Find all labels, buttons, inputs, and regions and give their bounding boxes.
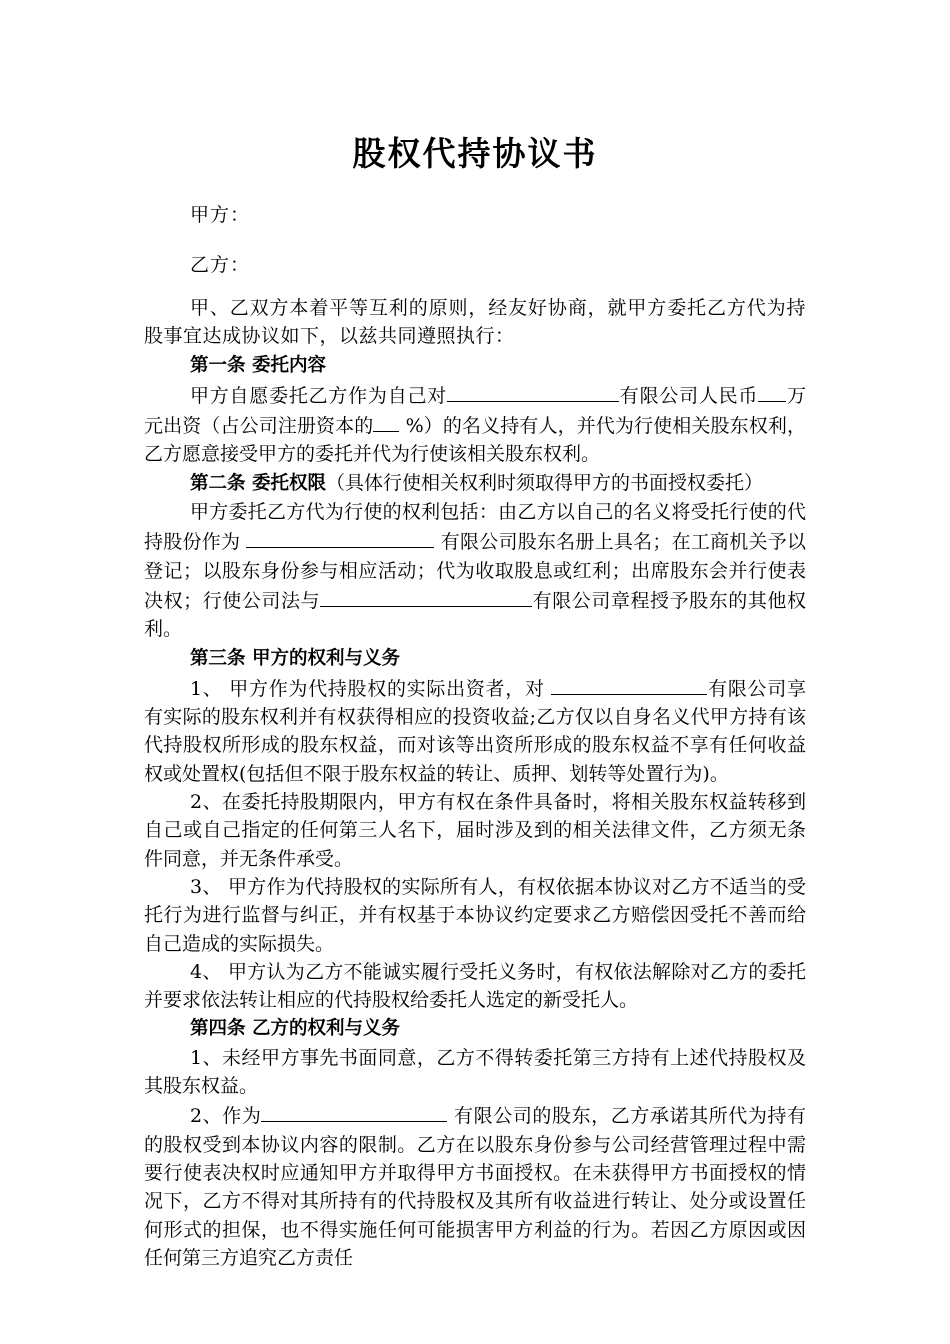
intro-paragraph: 甲、乙双方本着平等互利的原则，经友好协商，就甲方委托乙方代为持股事宜达成协议如下，以兹共同遵照执行： <box>144 297 806 348</box>
text: 1、 甲方作为代持股权的实际出资者，对 <box>190 677 552 700</box>
article-3-heading <box>144 644 806 673</box>
text: 2、作为 <box>190 1105 262 1128</box>
document-title: 股权代持协议书 <box>352 134 598 173</box>
text: 甲方自愿委托乙方作为自己对 <box>190 384 448 407</box>
capital-amount-blank <box>758 380 786 402</box>
article-4-title: 第四条 乙方的权利与义务 <box>190 1018 400 1040</box>
party-a-label: 甲方： <box>190 204 251 226</box>
article-2-heading <box>144 469 806 498</box>
text: 万元出资（占公司注册资本的 <box>144 384 806 438</box>
article-2-title: 第二条 委托权限 <box>190 472 326 494</box>
article-1-paragraph <box>144 380 806 469</box>
party-b-label: 乙方： <box>190 254 251 276</box>
article-3-item-2: 2、在委托持股期限内，甲方有权在条件具备时，将相关股东权益转移到自己或自己指定的任何第三人名下，届时涉及到的相关法律文件，乙方须无条件同意，并无条件承受。 <box>144 791 806 870</box>
company-name-blank <box>261 1100 447 1122</box>
text: %）的名义持有人，并代为行使相关股东权利，乙方愿意接受甲方的委托并代为行使该相关股东权利。 <box>144 415 806 466</box>
article-2-paragraph <box>144 498 806 643</box>
text: 有限公司章程授予股东的其他权利。 <box>144 589 806 641</box>
article-4-item-2 <box>144 1100 806 1272</box>
article-1-heading <box>144 351 806 380</box>
document-body <box>144 294 806 1272</box>
article-4-item-1: 1、未经甲方事先书面同意，乙方不得转委托第三方持有上述代持股权及其股东权益。 <box>144 1046 806 1098</box>
company-name-blank <box>320 585 532 607</box>
article-1-title: 第一条 委托内容 <box>190 354 326 376</box>
text: 有限公司的股东，乙方承诺其所代为持有的股权受到本协议内容的限制。乙方在以股东身份参与公司经营管理过程中需要行使表决权时应通知甲方并取得甲方书面授权。在未获得甲方书面授权的情况下，乙方不得对其所持有的代持股权及其所有收益进行转让、处分或设置任何形式的担保，也不得实施任何可能损害甲方利益的行为。若因乙方原因或因任何第三方追究乙方责任 <box>144 1105 806 1269</box>
company-name-blank <box>551 673 707 695</box>
company-name-blank <box>246 526 434 548</box>
article-3-item-1 <box>144 673 806 788</box>
article-3-item-3: 3、 甲方作为代持股权的实际所有人，有权依据本协议对乙方不适当的受托行为进行监督与纠正，并有权基于本协议约定要求乙方赔偿因受托不善而给自己造成的实际损失。 <box>144 875 806 955</box>
article-4-heading <box>144 1014 806 1043</box>
company-name-blank <box>447 380 619 402</box>
text: 甲方委托乙方代为行使的权利包括：由乙方以自己的名义将受托行使的代持股份作为 <box>144 501 806 554</box>
article-3-item-4: 4、 甲方认为乙方不能诚实履行受托义务时，有权依法解除对乙方的委托并要求依法转让相应的代持股权给委托人选定的新受托人。 <box>144 960 806 1012</box>
text: 有限公司股东名册上具名；在工商机关予以登记；以股东身份参与相应活动；代为收取股息或红利；出席股东会并行使表决权；行使公司法与 <box>144 531 806 612</box>
share-percent-blank <box>373 410 399 432</box>
article-2-note: （具体行使相关权利时须取得甲方的书面授权委托） <box>325 471 763 494</box>
text: 有限公司享有实际的股东权利并有权获得相应的投资收益;乙方仅以自身名义代甲方持有该代持股权所形成的股东权益，而对该等出资所形成的股东权益不享有任何收益权或处置权(包括但不限于股东权益的转让、质押、划转等处置行为)。 <box>144 677 806 785</box>
article-3-title: 第三条 甲方的权利与义务 <box>190 647 400 669</box>
text: 有限公司人民币 <box>619 384 759 407</box>
